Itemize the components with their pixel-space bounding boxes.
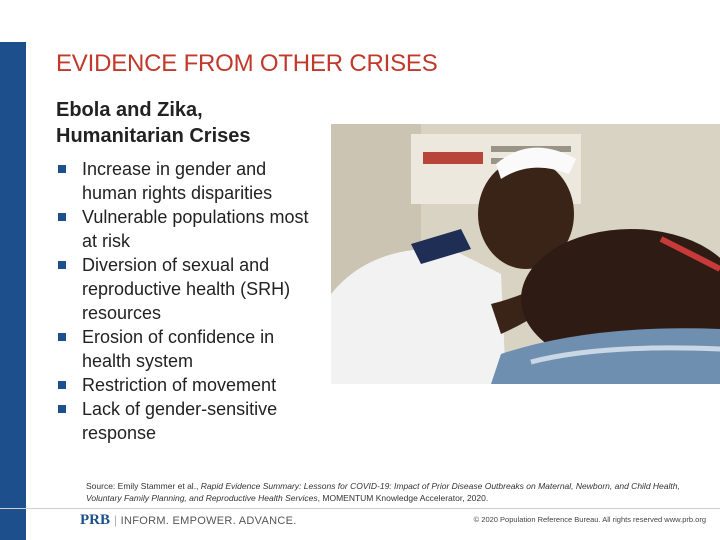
bullet-text: Vulnerable populations most at risk [82, 207, 309, 251]
slide-subtitle [56, 97, 251, 149]
source-prefix: Source: Emily Stammer et al., [86, 481, 201, 491]
slide-title: EVIDENCE FROM OTHER CRISES [56, 50, 438, 77]
bullet-item [56, 373, 326, 397]
logo-tagline: INFORM. EMPOWER. ADVANCE. [120, 515, 297, 527]
accent-bar [0, 42, 26, 540]
subtitle-line-2: Humanitarian Crises [56, 125, 251, 147]
bullet-text: Lack of gender-sensitive response [82, 399, 278, 443]
bullet-text: Increase in gender and human rights disparities [82, 159, 273, 203]
bullet-text: Restriction of movement [82, 375, 277, 395]
nurse-photo [331, 124, 720, 384]
bullet-square-icon [58, 165, 66, 173]
subtitle-line-1: Ebola and Zika, [56, 99, 203, 121]
bullet-square-icon [58, 333, 66, 341]
bullet-item [56, 397, 326, 445]
bullet-text: Erosion of confidence in health system [82, 327, 275, 371]
bullet-square-icon [58, 405, 66, 413]
bullet-item [56, 325, 326, 373]
bullet-text: Diversion of sexual and reproductive health (SRH) resources [82, 255, 291, 323]
bullet-square-icon [58, 381, 66, 389]
footer-logo [80, 512, 297, 529]
logo-separator: | [114, 512, 117, 527]
copyright-text: © 2020 Population Reference Bureau. All rights reserved www.prb.org [473, 515, 706, 524]
source-suffix: , MOMENTUM Knowledge Accelerator, 2020. [317, 493, 489, 503]
bullet-square-icon [58, 213, 66, 221]
bullet-square-icon [58, 261, 66, 269]
bullet-item [56, 253, 326, 325]
footer-divider [0, 508, 720, 509]
source-citation [86, 480, 686, 504]
prb-logo: PRB [80, 512, 110, 528]
bullet-item [56, 157, 326, 205]
bullet-item [56, 205, 326, 253]
bullet-list [56, 157, 326, 445]
source-title: Rapid Evidence Summary: Lessons for COVID-19: Impact of Prior Disease Outbreaks on Maternal, Newborn, and Child Health, Voluntary Family Planning, and Reproductive Health Services [86, 481, 680, 503]
